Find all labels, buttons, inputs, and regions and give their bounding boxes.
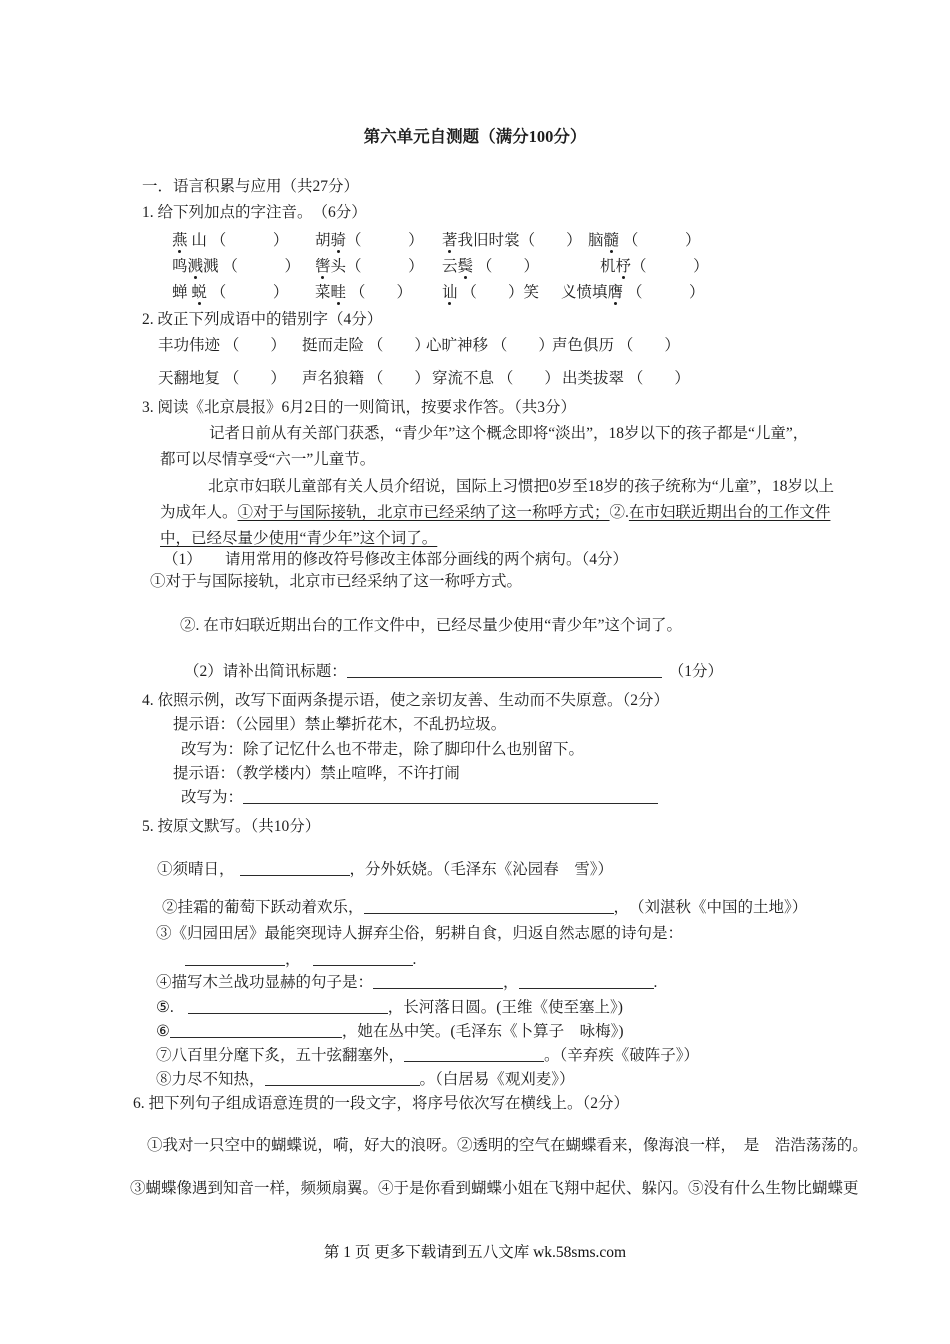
q1-prompt: 1. 给下列加点的字注音。 （6分） [142, 204, 367, 221]
q5-item-1-post: ，分外妖娆。（毛泽东《沁园春 雪》） [349, 861, 614, 878]
q5-item-7 [156, 1046, 699, 1065]
idiom-item: 声名狼籍 （ ） [302, 370, 430, 387]
q3-sub1-sentence-1: ①对于与国际接轨，北京市已经采纳了这一称呼方式。 [150, 573, 523, 590]
q5-item-8-pre: ⑧力尽不知热， [156, 1071, 265, 1088]
pinyin-item: 辔头（ ） [315, 258, 424, 275]
pinyin-item: 著我旧时裳（ ） [442, 232, 582, 249]
pinyin-item: 讪 （ ）笑 [442, 284, 539, 301]
idiom-item: 穿流不息 （ ） [432, 370, 560, 387]
news-line: 都可以尽情享受“六一”儿童节。 [160, 451, 376, 468]
q3-prompt: 3. 阅读《北京晨报》6月2日的一则简讯，按要求作答。（共3分） [142, 399, 577, 416]
q3-sub1-sentence-2: ②. 在市妇联近期出台的工作文件中，已经尽量少使用“青少年”这个词了。 [180, 617, 683, 634]
answer-blank [347, 664, 662, 678]
q6-sentence-line-1: ①我对一只空中的蝴蝶说，嗬，好大的浪呀。②透明的空气在蝴蝶看来，像海浪一样， 是 浩浩荡荡的。 [147, 1137, 868, 1154]
q5-item-2 [162, 898, 807, 917]
q4-tip-1: 提示语：（公园里）禁止攀折花木，不乱扔垃圾。 [173, 716, 507, 733]
q4-rewrite-1: 改写为：除了记忆什么也不带走，除了脚印什么也别留下。 [181, 741, 585, 758]
answer-blank [373, 975, 503, 989]
answer-blank [188, 1000, 388, 1014]
underlined-sentence-2: 在市妇联近期出台的工作文件 [628, 504, 831, 521]
answer-blank [265, 1072, 420, 1086]
q5-item-6-post: ，她在丛中笑。(毛泽东《卜算子 咏梅》) [341, 1023, 624, 1040]
pinyin-item: 脑髓 （ ） [588, 232, 701, 249]
answer-blank [170, 1024, 342, 1038]
pinyin-item: 蝉 蜕 （ ） [172, 284, 289, 301]
q2-prompt: 2. 改正下列成语中的错别字（4分） [142, 311, 383, 328]
q5-item-3-blanks [185, 950, 416, 969]
q5-item-5-post: ，长河落日圆。(王维《使至塞上》) [387, 999, 623, 1016]
pinyin-item: 义愤填膺 （ ） [561, 284, 705, 301]
q5-item-1-pre: ①须晴日， [157, 861, 235, 878]
news-line: 北京市妇联儿童部有关人员介绍说，国际上习惯把0岁至18岁的孩子统称为“儿童”，18岁以上 [208, 478, 835, 495]
q6-sentence-line-2: ③蝴蝶像遇到知音一样，频频扇翼。④于是你看到蝴蝶小姐在飞翔中起伏、躲闪。⑤没有什么生物比蝴蝶更 [130, 1180, 859, 1197]
pinyin-item: 燕 山 （ ） [172, 232, 289, 249]
idiom-item: 出类拔翠 （ ） [562, 370, 690, 387]
q5-item-8 [156, 1070, 575, 1089]
q5-item-7-pre: ⑦八百里分麾下炙，五十弦翻塞外， [156, 1047, 405, 1064]
q5-item-8-post: 。（白居易《观刈麦》） [419, 1071, 575, 1088]
news-line [160, 529, 437, 548]
q5-prompt: 5. 按原文默写。（共10分） [142, 818, 321, 835]
q3-sub2-line [184, 662, 723, 681]
answer-blank [185, 952, 285, 966]
idiom-item: 声色俱历 （ ） [552, 337, 680, 354]
answer-blank [404, 1048, 544, 1062]
news-text: 为成年人。 [160, 504, 238, 521]
idiom-item: 丰功伟迹 （ ） [158, 337, 286, 354]
q5-item-2-post: ， （刘湛秋《中国的土地》） [613, 899, 808, 916]
answer-blank [519, 975, 654, 989]
q3-sub2-label: （2）请补出简讯标题： [184, 663, 347, 680]
q4-rewrite-2-label: 改写为： [181, 789, 244, 806]
answer-blank [364, 900, 614, 914]
q5-item-7-post: 。（辛弃疾《破阵子》） [544, 1047, 700, 1064]
pinyin-item: 胡骑（ ） [315, 232, 424, 249]
period: . [412, 951, 417, 968]
q5-item-2-pre: ②挂霜的葡萄下跃动着欢乐， [162, 899, 364, 916]
q4-tip-2: 提示语：（教学楼内）禁止喧哗，不许打闹 [173, 765, 460, 782]
answer-blank [313, 952, 413, 966]
idiom-item: 天翻地复 （ ） [158, 370, 286, 387]
pinyin-item: 菜畦 （ ） [315, 284, 412, 301]
idiom-item: 挺而走险 （ ） [302, 337, 430, 354]
q5-item-3: ③《归园田居》最能突现诗人摒弃尘俗，躬耕自食，归返自然志愿的诗句是： [156, 925, 684, 942]
q5-item-6 [156, 1022, 623, 1041]
q5-item-1 [157, 860, 613, 879]
comma: ， [503, 974, 519, 991]
period: . [653, 974, 658, 991]
pinyin-item: 鸣溅溅 （ ） [172, 258, 300, 275]
underlined-sentence-1: ①对于与国际接轨，北京市已经采纳了这一称呼方式； [237, 504, 610, 521]
q6-prompt: 6. 把下列句子组成语意连贯的一段文字，将序号依次写在横线上。（2分） [133, 1095, 630, 1112]
q5-item-5 [156, 998, 623, 1017]
underlined-sentence-2-cont: 中，已经尽量少使用“青少年”这个词了。 [160, 530, 438, 547]
answer-blank [243, 790, 658, 804]
news-line: 记者日前从有关部门获悉，“青少年”这个概念即将“淡出”，18岁以下的孩子都是“儿童”， [209, 425, 809, 442]
idiom-item: 心旷神移 （ ） [426, 337, 554, 354]
q4-prompt: 4. 依照示例，改写下面两条提示语，使之亲切友善、生动而不失原意。（2分） [142, 692, 670, 709]
pinyin-item: 云鬓 （ ） [442, 258, 539, 275]
footer-text: 第 1 页 更多下载请到五八文库 wk.58sms.com [323, 1244, 627, 1261]
news-text: ②. [609, 504, 629, 521]
q3-sub1-prompt: （1） 请用常用的修改符号修改主体部分画线的两个病句。（4分） [163, 551, 629, 568]
q5-item-6-pre: ⑥ [156, 1023, 170, 1040]
q3-sub2-score: （1分） [668, 663, 724, 680]
section-1-heading: 一．语言积累与应用（共27分） [142, 178, 360, 195]
news-line [160, 503, 830, 522]
q5-item-4 [156, 973, 657, 992]
q5-item-4-pre: ④描写木兰战功显赫的句子是： [156, 974, 374, 991]
pinyin-item: 机杼（ ） [600, 258, 709, 275]
comma: ， [285, 951, 301, 968]
q4-rewrite-2 [181, 788, 658, 807]
answer-blank [240, 862, 350, 876]
q5-item-5-pre: ⑤. [156, 999, 174, 1016]
page-title: 第六单元自测题（满分100分） [363, 127, 587, 146]
